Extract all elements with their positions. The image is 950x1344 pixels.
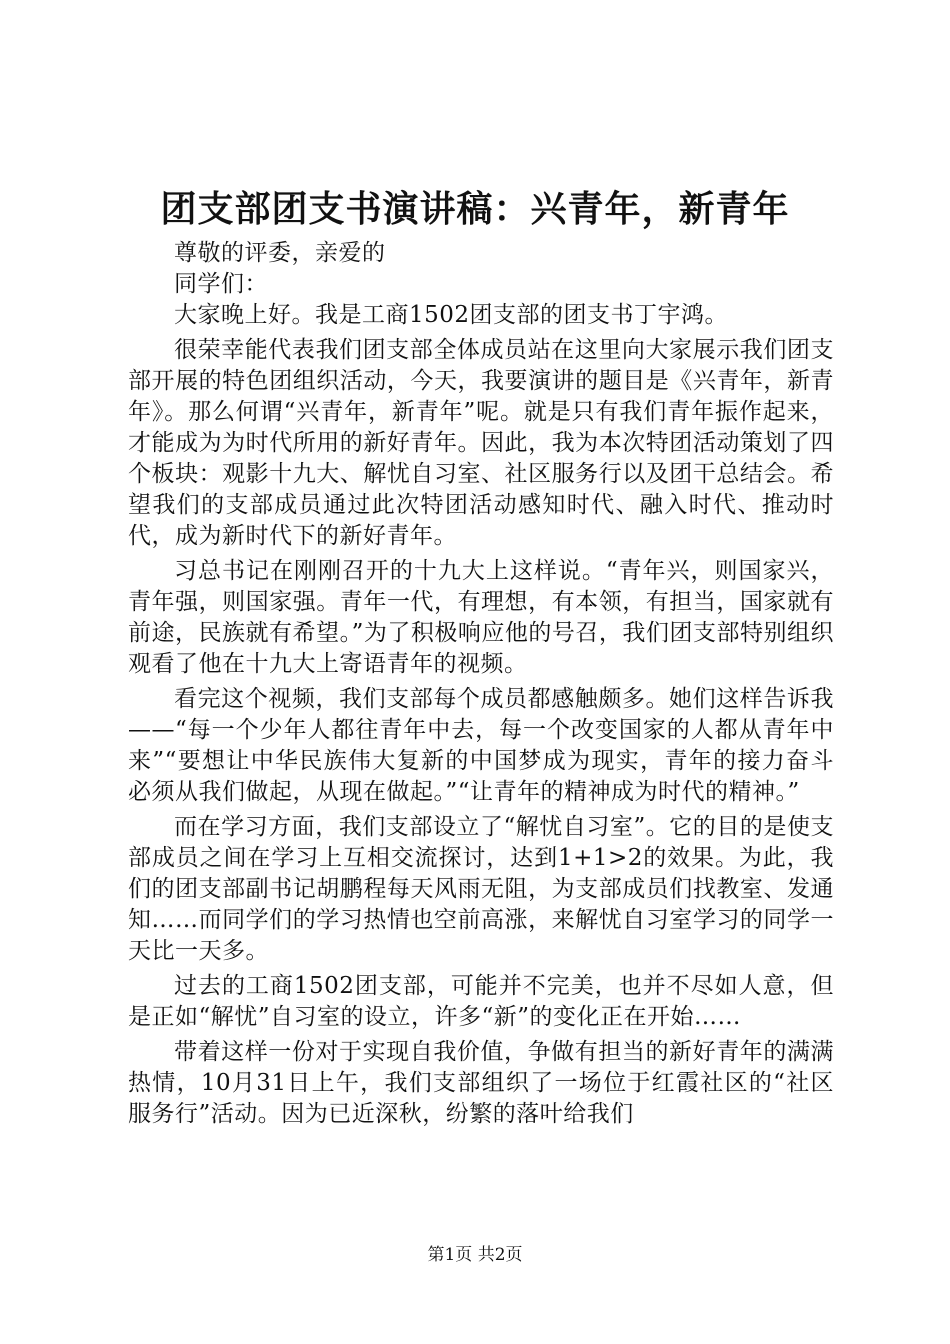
page-footer: 第1页 共2页 [427,1245,523,1265]
paragraph: 很荣幸能代表我们团支部全体成员站在这里向大家展示我们团支部开展的特色团组织活动，今天，我要演讲的题目是《兴青年，新青年》。那么何谓“兴青年，新青年”呢。就是只有我们青年振作起来，才能成为为时代所用的新好青年。因此，我为本次特团活动策划了四个板块：观影十九大、解忧自习室、社区服务行以及团干总结会。希望我们的支部成员通过此次特团活动感知时代、融入时代、推动时代，成为新时代下的新好青年。 [128,337,834,549]
paragraph: 带着这样一份对于实现自我价值，争做有担当的新好青年的满满热情，10月31日上午，我们支部组织了一场位于红霞社区的“社区服务行”活动。因为已近深秋，纷繁的落叶给我们 [128,1039,834,1127]
greeting-line: 同学们： [174,271,268,297]
document-body [128,238,834,1134]
document-title: 团支部团支书演讲稿：兴青年，新青年 [160,188,790,230]
paragraph: 而在学习方面，我们支部设立了“解忧自习室”。它的目的是使支部成员之间在学习上互相交流探讨，达到1+1>2的效果。为此，我们的团支部副书记胡鹏程每天风雨无阻，为支部成员们找教室、发通知……而同学们的学习热情也空前高涨，来解忧自习室学习的同学一天比一天多。 [128,814,834,964]
greeting-line: 尊敬的评委，亲爱的 [174,240,386,266]
paragraph: 看完这个视频，我们支部每个成员都感触颇多。她们这样告诉我——“每一个少年人都往青年中去，每一个改变国家的人都从青年中来”“要想让中华民族伟大复新的中国梦成为现实，青年的接力奋斗必须从我们做起，从现在做起。”“让青年的精神成为时代的精神。” [128,686,834,805]
paragraph: 习总书记在刚刚召开的十九大上这样说。“青年兴，则国家兴，青年强，则国家强。青年一代，有理想，有本领，有担当，国家就有前途，民族就有希望。”为了积极响应他的号召，我们团支部特别组织观看了他在十九大上寄语青年的视频。 [128,558,834,677]
paragraph: 大家晚上好。我是工商1502团支部的团支书丁宇鸿。 [174,302,729,328]
paragraph: 过去的工商1502团支部，可能并不完美，也并不尽如人意，但是正如“解忧”自习室的设立，许多“新”的变化正在开始…… [128,973,834,1030]
